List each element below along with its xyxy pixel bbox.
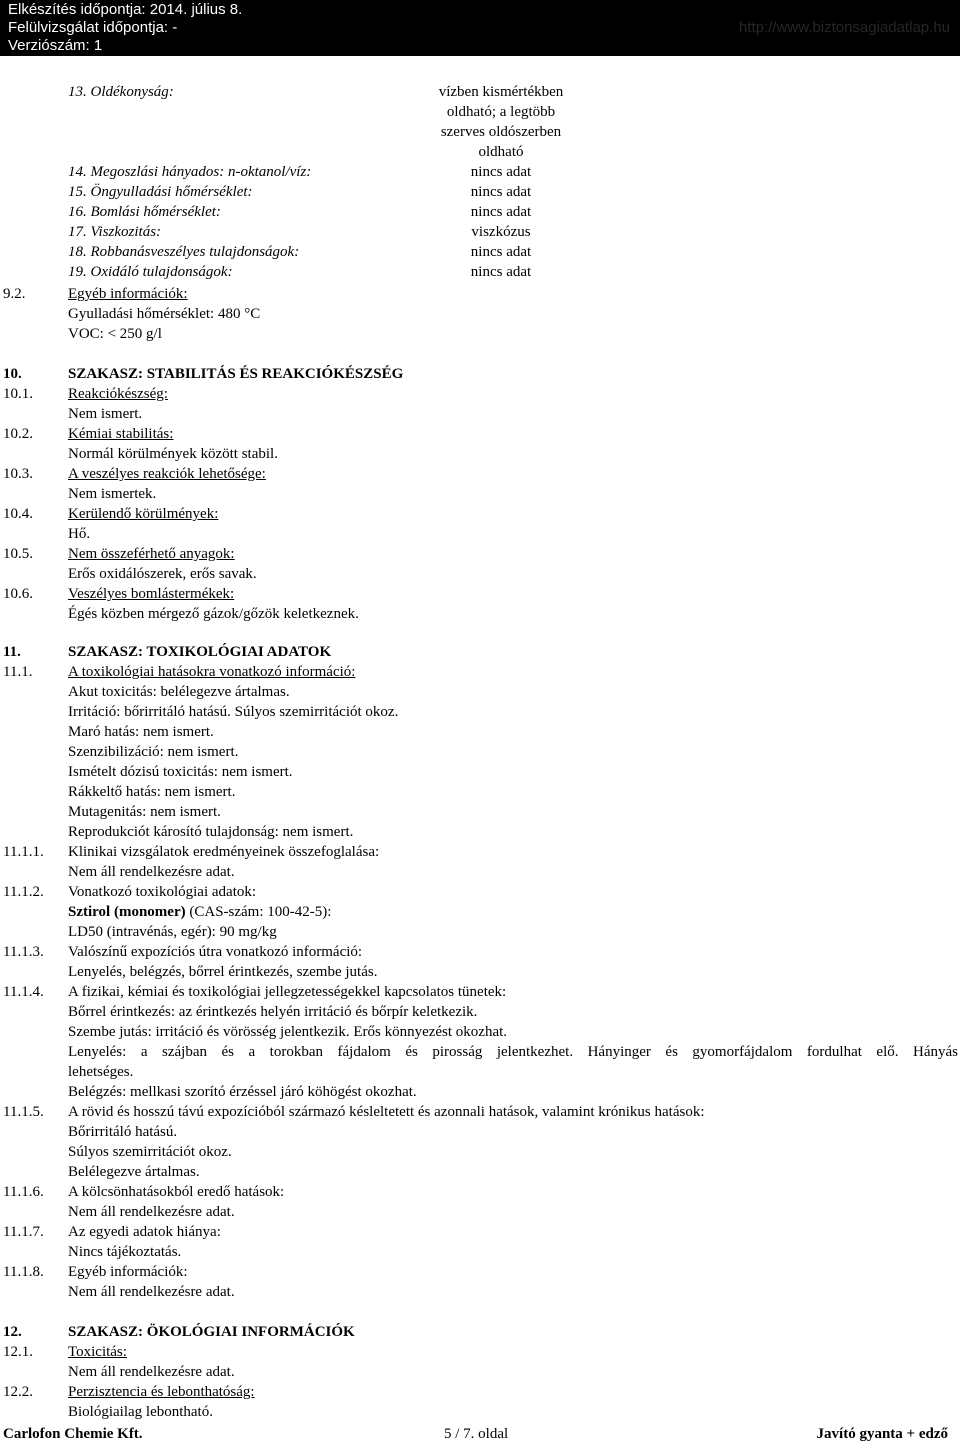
subsection-title: A fizikai, kémiai és toxikológiai jellegzetességekkel kapcsolatos tünetek:: [68, 984, 507, 1000]
header-url-link[interactable]: http://www.biztonsagiadatlap.hu: [739, 19, 950, 36]
symptom-ingestion-cont: lehetséges.: [68, 1064, 134, 1080]
solubility-value-line: oldható; a legtöbb: [446, 104, 556, 120]
cas-number: (CAS-szám: 100-42-5):: [185, 904, 332, 920]
footer-product: Javító gyanta + edző: [816, 1426, 948, 1442]
subsection-text: Égés közben mérgező gázok/gőzök keletkeznek.: [68, 606, 359, 622]
subsection-number: 11.1.2.: [3, 884, 44, 900]
section-title: SZAKASZ: ÖKOLÓGIAI INFORMÁCIÓK: [68, 1324, 355, 1340]
property-value: nincs adat: [470, 164, 532, 180]
solubility-label: 13. Oldékonyság:: [68, 84, 174, 100]
subsection-number: 10.3.: [3, 466, 33, 482]
subsection-title: A veszélyes reakciók lehetősége:: [68, 466, 266, 482]
subsection-text: Nem áll rendelkezésre adat.: [68, 1284, 235, 1300]
subsection-title: Egyéb információk:: [68, 286, 188, 302]
toxicity-line: Mutagenitás: nem ismert.: [68, 804, 221, 820]
subsection-text: Nem áll rendelkezésre adat.: [68, 1204, 235, 1220]
subsection-title: Egyéb információk:: [68, 1264, 188, 1280]
property-value: nincs adat: [470, 184, 532, 200]
subsection-text: Nincs tájékoztatás.: [68, 1244, 182, 1260]
property-value: nincs adat: [470, 264, 532, 280]
subsection-title: A toxikológiai hatásokra vonatkozó információ:: [68, 664, 356, 680]
subsection-text: Biológiailag lebontható.: [68, 1404, 213, 1420]
effect-line: Belélegezve ártalmas.: [68, 1164, 200, 1180]
ignition-temperature: Gyulladási hőmérséklet: 480 °C: [68, 306, 261, 322]
revision-date: Felülvizsgálat időpontja: -: [8, 19, 178, 36]
subsection-number: 10.1.: [3, 386, 33, 402]
page-header: [0, 0, 960, 56]
section-title: SZAKASZ: STABILITÁS ÉS REAKCIÓKÉSZSÉG: [68, 366, 404, 382]
solubility-value-line: szerves oldószerben: [440, 124, 562, 140]
subsection-number: 11.1.5.: [3, 1104, 44, 1120]
toxicity-line: Maró hatás: nem ismert.: [68, 724, 214, 740]
effect-line: Súlyos szemirritációt okoz.: [68, 1144, 232, 1160]
property-value: nincs adat: [470, 244, 532, 260]
subsection-title: Reakciókészség:: [68, 386, 168, 402]
subsection-number: 12.2.: [3, 1384, 33, 1400]
footer-company: Carlofon Chemie Kft.: [3, 1426, 143, 1442]
subsection-title: Perzisztencia és lebonthatóság:: [68, 1384, 255, 1400]
subsection-number: 11.1.8.: [3, 1264, 44, 1280]
substance-name: Sztirol (monomer): [68, 904, 186, 920]
subsection-number: 11.1.3.: [3, 944, 44, 960]
subsection-number: 11.1.6.: [3, 1184, 44, 1200]
subsection-number: 11.1.: [3, 664, 33, 680]
property-value: viszkózus: [471, 224, 531, 240]
subsection-title: Klinikai vizsgálatok eredményeinek összefoglalása:: [68, 844, 380, 860]
toxicity-line: Ismételt dózisú toxicitás: nem ismert.: [68, 764, 293, 780]
voc-content: VOC: < 250 g/l: [68, 326, 162, 342]
section-number: 10.: [3, 366, 22, 382]
subsection-number: 10.4.: [3, 506, 33, 522]
property-label: 15. Öngyulladási hőmérséklet:: [68, 184, 253, 200]
property-label: 19. Oxidáló tulajdonságok:: [68, 264, 233, 280]
section-number: 11.: [3, 644, 21, 660]
solubility-value-line: oldható: [478, 144, 524, 160]
property-label: 16. Bomlási hőmérséklet:: [68, 204, 221, 220]
property-label: 18. Robbanásveszélyes tulajdonságok:: [68, 244, 300, 260]
subsection-number: 10.2.: [3, 426, 33, 442]
subsection-title: Toxicitás:: [68, 1344, 127, 1360]
subsection-number: 11.1.1.: [3, 844, 44, 860]
property-label: 17. Viszkozitás:: [68, 224, 162, 240]
toxicity-line: Szenzibilizáció: nem ismert.: [68, 744, 239, 760]
subsection-text: Nem áll rendelkezésre adat.: [68, 864, 235, 880]
property-value: nincs adat: [470, 204, 532, 220]
subsection-title: Nem összeférhető anyagok:: [68, 546, 235, 562]
solubility-value-line: vízben kismértékben: [438, 84, 564, 100]
page-footer: [0, 1424, 960, 1444]
subsection-number: 11.1.7.: [3, 1224, 44, 1240]
subsection-text: Erős oxidálószerek, erős savak.: [68, 566, 257, 582]
subsection-number: 11.1.4.: [3, 984, 44, 1000]
ld50-value: LD50 (intravénás, egér): 90 mg/kg: [68, 924, 277, 940]
subsection-number: 12.1.: [3, 1344, 33, 1360]
subsection-title: Az egyedi adatok hiánya:: [68, 1224, 221, 1240]
created-date: Elkészítés időpontja: 2014. július 8.: [8, 1, 243, 18]
subsection-number: 10.6.: [3, 586, 33, 602]
subsection-number: 9.2.: [3, 286, 26, 302]
toxicity-line: Reprodukciót károsító tulajdonság: nem ismert.: [68, 824, 354, 840]
subsection-text: Nem ismert.: [68, 406, 143, 422]
subsection-text: Lenyelés, belégzés, bőrrel érintkezés, szembe jutás.: [68, 964, 378, 980]
footer-page-number: 5 / 7. oldal: [444, 1426, 509, 1442]
symptom-inhalation: Belégzés: mellkasi szorító érzéssel járó köhögést okozhat.: [68, 1084, 417, 1100]
subsection-title: Vonatkozó toxikológiai adatok:: [68, 884, 257, 900]
symptom-skin: Bőrrel érintkezés: az érintkezés helyén irritáció és bőrpír keletkezik.: [68, 1004, 478, 1020]
symptom-eye: Szembe jutás: irritáció és vörösség jelentkezik. Erős könnyezést okozhat.: [68, 1024, 508, 1040]
property-label: 14. Megoszlási hányados: n-oktanol/víz:: [68, 164, 312, 180]
subsection-title: Valószínű expozíciós útra vonatkozó információ:: [68, 944, 363, 960]
section-number: 12.: [3, 1324, 22, 1340]
subsection-number: 10.5.: [3, 546, 33, 562]
effect-line: Bőrirritáló hatású.: [68, 1124, 178, 1140]
subsection-text: Nem áll rendelkezésre adat.: [68, 1364, 235, 1380]
symptom-ingestion: Lenyelés: a szájban és a torokban fájdalom és pirosság jelentkezhet. Hányinger és gyomorfájdalom fordulhat elő. Hányás: [68, 1044, 958, 1060]
section-title: SZAKASZ: TOXIKOLÓGIAI ADATOK: [68, 644, 332, 660]
toxicity-line: Akut toxicitás: belélegezve ártalmas.: [68, 684, 290, 700]
toxicity-line: Rákkeltő hatás: nem ismert.: [68, 784, 236, 800]
toxicity-line: Irritáció: bőrirritáló hatású. Súlyos szemirritációt okoz.: [68, 704, 399, 720]
subsection-text: Hő.: [68, 526, 91, 542]
substance-line: [68, 902, 331, 922]
subsection-title: Kémiai stabilitás:: [68, 426, 174, 442]
version-number: Verziószám: 1: [8, 37, 103, 54]
subsection-title: Kerülendő körülmények:: [68, 506, 219, 522]
subsection-title: A rövid és hosszú távú expozícióból származó késleltetett és azonnali hatások, valamint krónikus hatások:: [68, 1104, 705, 1120]
subsection-title: Veszélyes bomlástermékek:: [68, 586, 235, 602]
subsection-text: Nem ismertek.: [68, 486, 157, 502]
subsection-title: A kölcsönhatásokból eredő hatások:: [68, 1184, 285, 1200]
subsection-text: Normál körülmények között stabil.: [68, 446, 278, 462]
